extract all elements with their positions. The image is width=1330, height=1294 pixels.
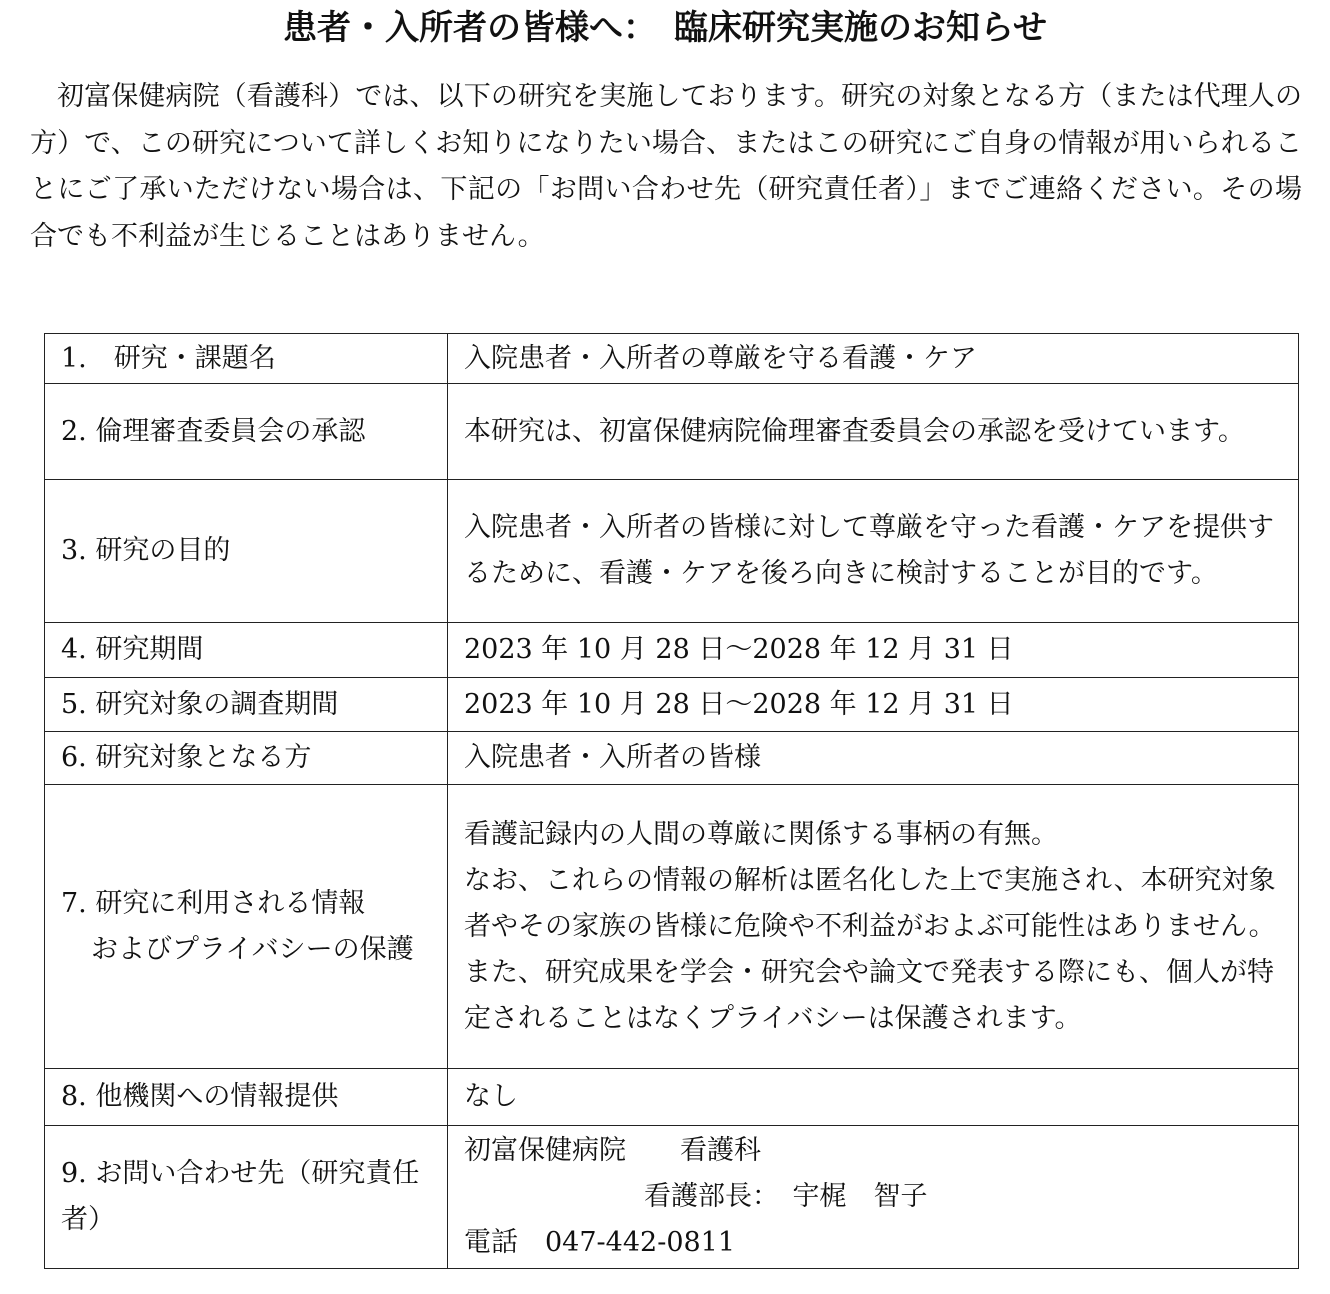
row-label-subjects: 6. 研究対象となる方 [45, 732, 448, 785]
table-row [45, 1126, 1299, 1269]
table-row [45, 785, 1299, 1069]
row-value-external: なし [448, 1069, 1299, 1126]
row-label-title: 1. 研究・課題名 [45, 334, 448, 384]
contact-phone: 電話 047-442-0811 [464, 1227, 736, 1258]
table-row [45, 678, 1299, 732]
contact-organization: 初富保健病院 看護科 [464, 1135, 761, 1166]
page-title: 患者・入所者の皆様へ： 臨床研究実施のお知らせ [283, 8, 1047, 48]
contact-person: 看護部長： 宇梶 智子 [644, 1181, 928, 1212]
table-row [45, 480, 1299, 623]
intro-paragraph: 初富保健病院（看護科）では、以下の研究を実施しております。研究の対象となる方（または代理人の方）で、この研究について詳しくお知りになりたい場合、またはこの研究にご自身の情報が用いられることにご了承いただけない場合は、下記の「お問い合わせ先（研究責任者）」までご連絡ください。その場合でも不利益が生じることはありません。 [30, 81, 1302, 252]
table-row [45, 384, 1299, 480]
table-row [45, 732, 1299, 785]
table-row [45, 623, 1299, 678]
row-value-title: 入院患者・入所者の尊厳を守る看護・ケア [448, 334, 1299, 384]
privacy-label-line-1: 7. 研究に利用される情報 [61, 887, 366, 919]
row-label-privacy [45, 785, 448, 1069]
row-label-purpose: 3. 研究の目的 [45, 480, 448, 623]
row-label-period: 4. 研究期間 [45, 623, 448, 678]
row-value-contact [448, 1126, 1299, 1269]
row-label-contact: 9. お問い合わせ先（研究責任者） [45, 1126, 448, 1269]
row-value-privacy [448, 785, 1299, 1069]
table-row [45, 1069, 1299, 1126]
privacy-value-line-2: なお、これらの情報の解析は匿名化した上で実施され、本研究対象者やその家族の皆様に危険や不利益がおよぶ可能性はありません。また、研究成果を学会・研究会や論文で発表する際にも、個人が特定されることはなくプライバシーは保護されます。 [464, 864, 1276, 1034]
row-value-period: 2023 年 10 月 28 日～2028 年 12 月 31 日 [448, 623, 1299, 678]
privacy-label-line-2: およびプライバシーの保護 [91, 933, 414, 965]
row-value-ethics: 本研究は、初富保健病院倫理審査委員会の承認を受けています。 [448, 384, 1299, 480]
row-label-external: 8. 他機関への情報提供 [45, 1069, 448, 1126]
row-label-survey-period: 5. 研究対象の調査期間 [45, 678, 448, 732]
row-value-subjects: 入院患者・入所者の皆様 [448, 732, 1299, 785]
privacy-value-line-1: 看護記録内の人間の尊厳に関係する事柄の有無。 [464, 818, 1058, 850]
row-label-ethics: 2. 倫理審査委員会の承認 [45, 384, 448, 480]
row-value-survey-period: 2023 年 10 月 28 日～2028 年 12 月 31 日 [448, 678, 1299, 732]
row-value-purpose: 入院患者・入所者の皆様に対して尊厳を守った看護・ケアを提供するために、看護・ケアを後ろ向きに検討することが目的です。 [448, 480, 1299, 623]
research-info-table [44, 333, 1299, 1269]
table-row [45, 334, 1299, 384]
